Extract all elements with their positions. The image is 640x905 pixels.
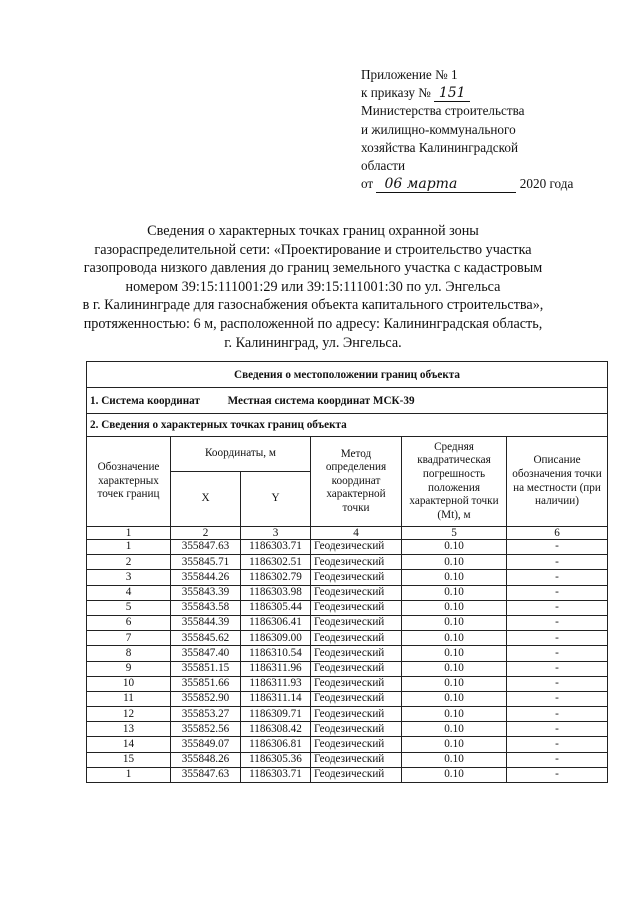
y-cell: 1186311.93 bbox=[241, 676, 311, 691]
heading-line: номером 39:15:111001:29 или 39:15:111001:30 по ул. Энгельса bbox=[125, 278, 501, 295]
x-cell: 355851.66 bbox=[171, 676, 241, 691]
x-cell: 355845.71 bbox=[171, 555, 241, 570]
description-cell: - bbox=[507, 676, 608, 691]
table-row bbox=[87, 722, 608, 737]
method-cell: Геодезический bbox=[311, 661, 402, 676]
date-handwritten: 06 марта bbox=[376, 176, 516, 193]
appendix-block bbox=[361, 66, 611, 193]
method-cell: Геодезический bbox=[311, 631, 402, 646]
col-header-point: Обозначение характерных точек границ bbox=[87, 437, 171, 527]
y-cell: 1186303.71 bbox=[241, 767, 311, 782]
column-index: 2 bbox=[171, 527, 241, 540]
coordinate-system-label: 1. Система координат bbox=[90, 394, 200, 407]
col-header-error: Средняя квадратическая погрешность положения характерной точки (Mt), м bbox=[402, 437, 507, 527]
error-cell: 0.10 bbox=[402, 555, 507, 570]
ministry-line-4: области bbox=[361, 158, 406, 174]
description-cell: - bbox=[507, 691, 608, 706]
description-cell: - bbox=[507, 570, 608, 585]
point-cell: 4 bbox=[87, 585, 171, 600]
table-row bbox=[87, 707, 608, 722]
point-cell: 12 bbox=[87, 707, 171, 722]
table-row bbox=[87, 570, 608, 585]
method-cell: Геодезический bbox=[311, 540, 402, 555]
description-cell: - bbox=[507, 646, 608, 661]
col-header-method: Метод определения координат характерной точки bbox=[311, 437, 402, 527]
method-cell: Геодезический bbox=[311, 585, 402, 600]
table-row bbox=[87, 737, 608, 752]
description-cell: - bbox=[507, 540, 608, 555]
description-cell: - bbox=[507, 767, 608, 782]
method-cell: Геодезический bbox=[311, 600, 402, 615]
method-cell: Геодезический bbox=[311, 646, 402, 661]
order-date bbox=[361, 175, 611, 193]
point-cell: 10 bbox=[87, 676, 171, 691]
point-cell: 1 bbox=[87, 767, 171, 782]
column-index-row bbox=[87, 527, 608, 540]
point-cell: 2 bbox=[87, 555, 171, 570]
document-heading bbox=[78, 222, 548, 352]
table-row bbox=[87, 676, 608, 691]
point-cell: 14 bbox=[87, 737, 171, 752]
appendix-title: Приложение № 1 bbox=[361, 67, 458, 82]
error-cell: 0.10 bbox=[402, 585, 507, 600]
description-cell: - bbox=[507, 661, 608, 676]
method-cell: Геодезический bbox=[311, 767, 402, 782]
error-cell: 0.10 bbox=[402, 752, 507, 767]
y-cell: 1186305.36 bbox=[241, 752, 311, 767]
boundary-points-table bbox=[86, 361, 608, 783]
x-cell: 355845.62 bbox=[171, 631, 241, 646]
x-cell: 355847.40 bbox=[171, 646, 241, 661]
column-index: 4 bbox=[311, 527, 402, 540]
y-cell: 1186306.41 bbox=[241, 615, 311, 630]
y-cell: 1186303.71 bbox=[241, 540, 311, 555]
method-cell: Геодезический bbox=[311, 570, 402, 585]
date-prefix: от bbox=[361, 176, 374, 192]
description-cell: - bbox=[507, 555, 608, 570]
x-cell: 355843.58 bbox=[171, 600, 241, 615]
method-cell: Геодезический bbox=[311, 676, 402, 691]
y-cell: 1186311.96 bbox=[241, 661, 311, 676]
point-cell: 8 bbox=[87, 646, 171, 661]
error-cell: 0.10 bbox=[402, 767, 507, 782]
table-row bbox=[87, 555, 608, 570]
error-cell: 0.10 bbox=[402, 540, 507, 555]
error-cell: 0.10 bbox=[402, 600, 507, 615]
x-cell: 355852.56 bbox=[171, 722, 241, 737]
y-cell: 1186302.79 bbox=[241, 570, 311, 585]
col-header-x: X bbox=[171, 472, 241, 527]
method-cell: Геодезический bbox=[311, 707, 402, 722]
column-index: 3 bbox=[241, 527, 311, 540]
error-cell: 0.10 bbox=[402, 722, 507, 737]
method-cell: Геодезический bbox=[311, 615, 402, 630]
error-cell: 0.10 bbox=[402, 615, 507, 630]
method-cell: Геодезический bbox=[311, 555, 402, 570]
heading-line: протяженностью: 6 м, расположенной по адресу: Калининградская область, bbox=[83, 315, 543, 332]
point-cell: 9 bbox=[87, 661, 171, 676]
x-cell: 355847.63 bbox=[171, 540, 241, 555]
x-cell: 355852.90 bbox=[171, 691, 241, 706]
y-cell: 1186302.51 bbox=[241, 555, 311, 570]
point-cell: 7 bbox=[87, 631, 171, 646]
table-row bbox=[87, 615, 608, 630]
y-cell: 1186309.71 bbox=[241, 707, 311, 722]
point-cell: 3 bbox=[87, 570, 171, 585]
table-row bbox=[87, 600, 608, 615]
table-row bbox=[87, 540, 608, 555]
error-cell: 0.10 bbox=[402, 676, 507, 691]
error-cell: 0.10 bbox=[402, 570, 507, 585]
description-cell: - bbox=[507, 615, 608, 630]
y-cell: 1186306.81 bbox=[241, 737, 311, 752]
order-number-handwritten: 151 bbox=[434, 85, 470, 102]
method-cell: Геодезический bbox=[311, 737, 402, 752]
order-prefix: к приказу № bbox=[361, 85, 431, 101]
col-header-y: Y bbox=[241, 472, 311, 527]
heading-line: г. Калининград, ул. Энгельса. bbox=[224, 334, 402, 351]
table-row bbox=[87, 767, 608, 782]
table-row bbox=[87, 585, 608, 600]
point-cell: 11 bbox=[87, 691, 171, 706]
error-cell: 0.10 bbox=[402, 646, 507, 661]
y-cell: 1186311.14 bbox=[241, 691, 311, 706]
method-cell: Геодезический bbox=[311, 691, 402, 706]
x-cell: 355844.39 bbox=[171, 615, 241, 630]
y-cell: 1186309.00 bbox=[241, 631, 311, 646]
ministry-line-2: и жилищно-коммунального bbox=[361, 121, 516, 137]
table-row bbox=[87, 691, 608, 706]
col-header-description: Описание обозначения точки на местности (при наличии) bbox=[507, 437, 608, 527]
coordinate-system-value: Местная система координат МСК-39 bbox=[227, 394, 415, 407]
error-cell: 0.10 bbox=[402, 631, 507, 646]
x-cell: 355847.63 bbox=[171, 767, 241, 782]
point-cell: 15 bbox=[87, 752, 171, 767]
point-cell: 13 bbox=[87, 722, 171, 737]
description-cell: - bbox=[507, 585, 608, 600]
order-reference bbox=[361, 84, 611, 102]
heading-line: газопровода низкого давления до границ земельного участка с кадастровым bbox=[83, 260, 543, 277]
description-cell: - bbox=[507, 631, 608, 646]
description-cell: - bbox=[507, 600, 608, 615]
error-cell: 0.10 bbox=[402, 737, 507, 752]
description-cell: - bbox=[507, 722, 608, 737]
y-cell: 1186310.54 bbox=[241, 646, 311, 661]
x-cell: 355849.07 bbox=[171, 737, 241, 752]
table-row bbox=[87, 646, 608, 661]
y-cell: 1186308.42 bbox=[241, 722, 311, 737]
y-cell: 1186305.44 bbox=[241, 600, 311, 615]
column-index: 5 bbox=[402, 527, 507, 540]
column-index: 1 bbox=[87, 527, 171, 540]
table-row bbox=[87, 661, 608, 676]
point-cell: 1 bbox=[87, 540, 171, 555]
heading-line: Сведения о характерных точках границ охранной зоны bbox=[147, 223, 479, 239]
points-section-title: 2. Сведения о характерных точках границ объекта bbox=[87, 414, 608, 437]
point-cell: 6 bbox=[87, 615, 171, 630]
table-row bbox=[87, 631, 608, 646]
error-cell: 0.10 bbox=[402, 661, 507, 676]
heading-line: в г. Калининграде для газоснабжения объекта капитального строительства», bbox=[82, 297, 544, 314]
ministry-line-3: хозяйства Калининградской bbox=[361, 139, 519, 155]
table-row bbox=[87, 752, 608, 767]
description-cell: - bbox=[507, 737, 608, 752]
error-cell: 0.10 bbox=[402, 691, 507, 706]
x-cell: 355853.27 bbox=[171, 707, 241, 722]
column-index: 6 bbox=[507, 527, 608, 540]
x-cell: 355848.26 bbox=[171, 752, 241, 767]
description-cell: - bbox=[507, 752, 608, 767]
x-cell: 355851.15 bbox=[171, 661, 241, 676]
point-cell: 5 bbox=[87, 600, 171, 615]
table-title: Сведения о местоположении границ объекта bbox=[87, 362, 608, 388]
x-cell: 355843.39 bbox=[171, 585, 241, 600]
coordinate-system-row bbox=[87, 388, 608, 414]
error-cell: 0.10 bbox=[402, 707, 507, 722]
y-cell: 1186303.98 bbox=[241, 585, 311, 600]
description-cell: - bbox=[507, 707, 608, 722]
method-cell: Геодезический bbox=[311, 722, 402, 737]
ministry-line-1: Министерства строительства bbox=[361, 103, 525, 119]
method-cell: Геодезический bbox=[311, 752, 402, 767]
date-year: 2020 года bbox=[519, 176, 574, 192]
x-cell: 355844.26 bbox=[171, 570, 241, 585]
col-header-coordinates: Координаты, м bbox=[171, 437, 311, 472]
heading-line: газораспределительной сети: «Проектирование и строительство участка bbox=[94, 241, 532, 258]
